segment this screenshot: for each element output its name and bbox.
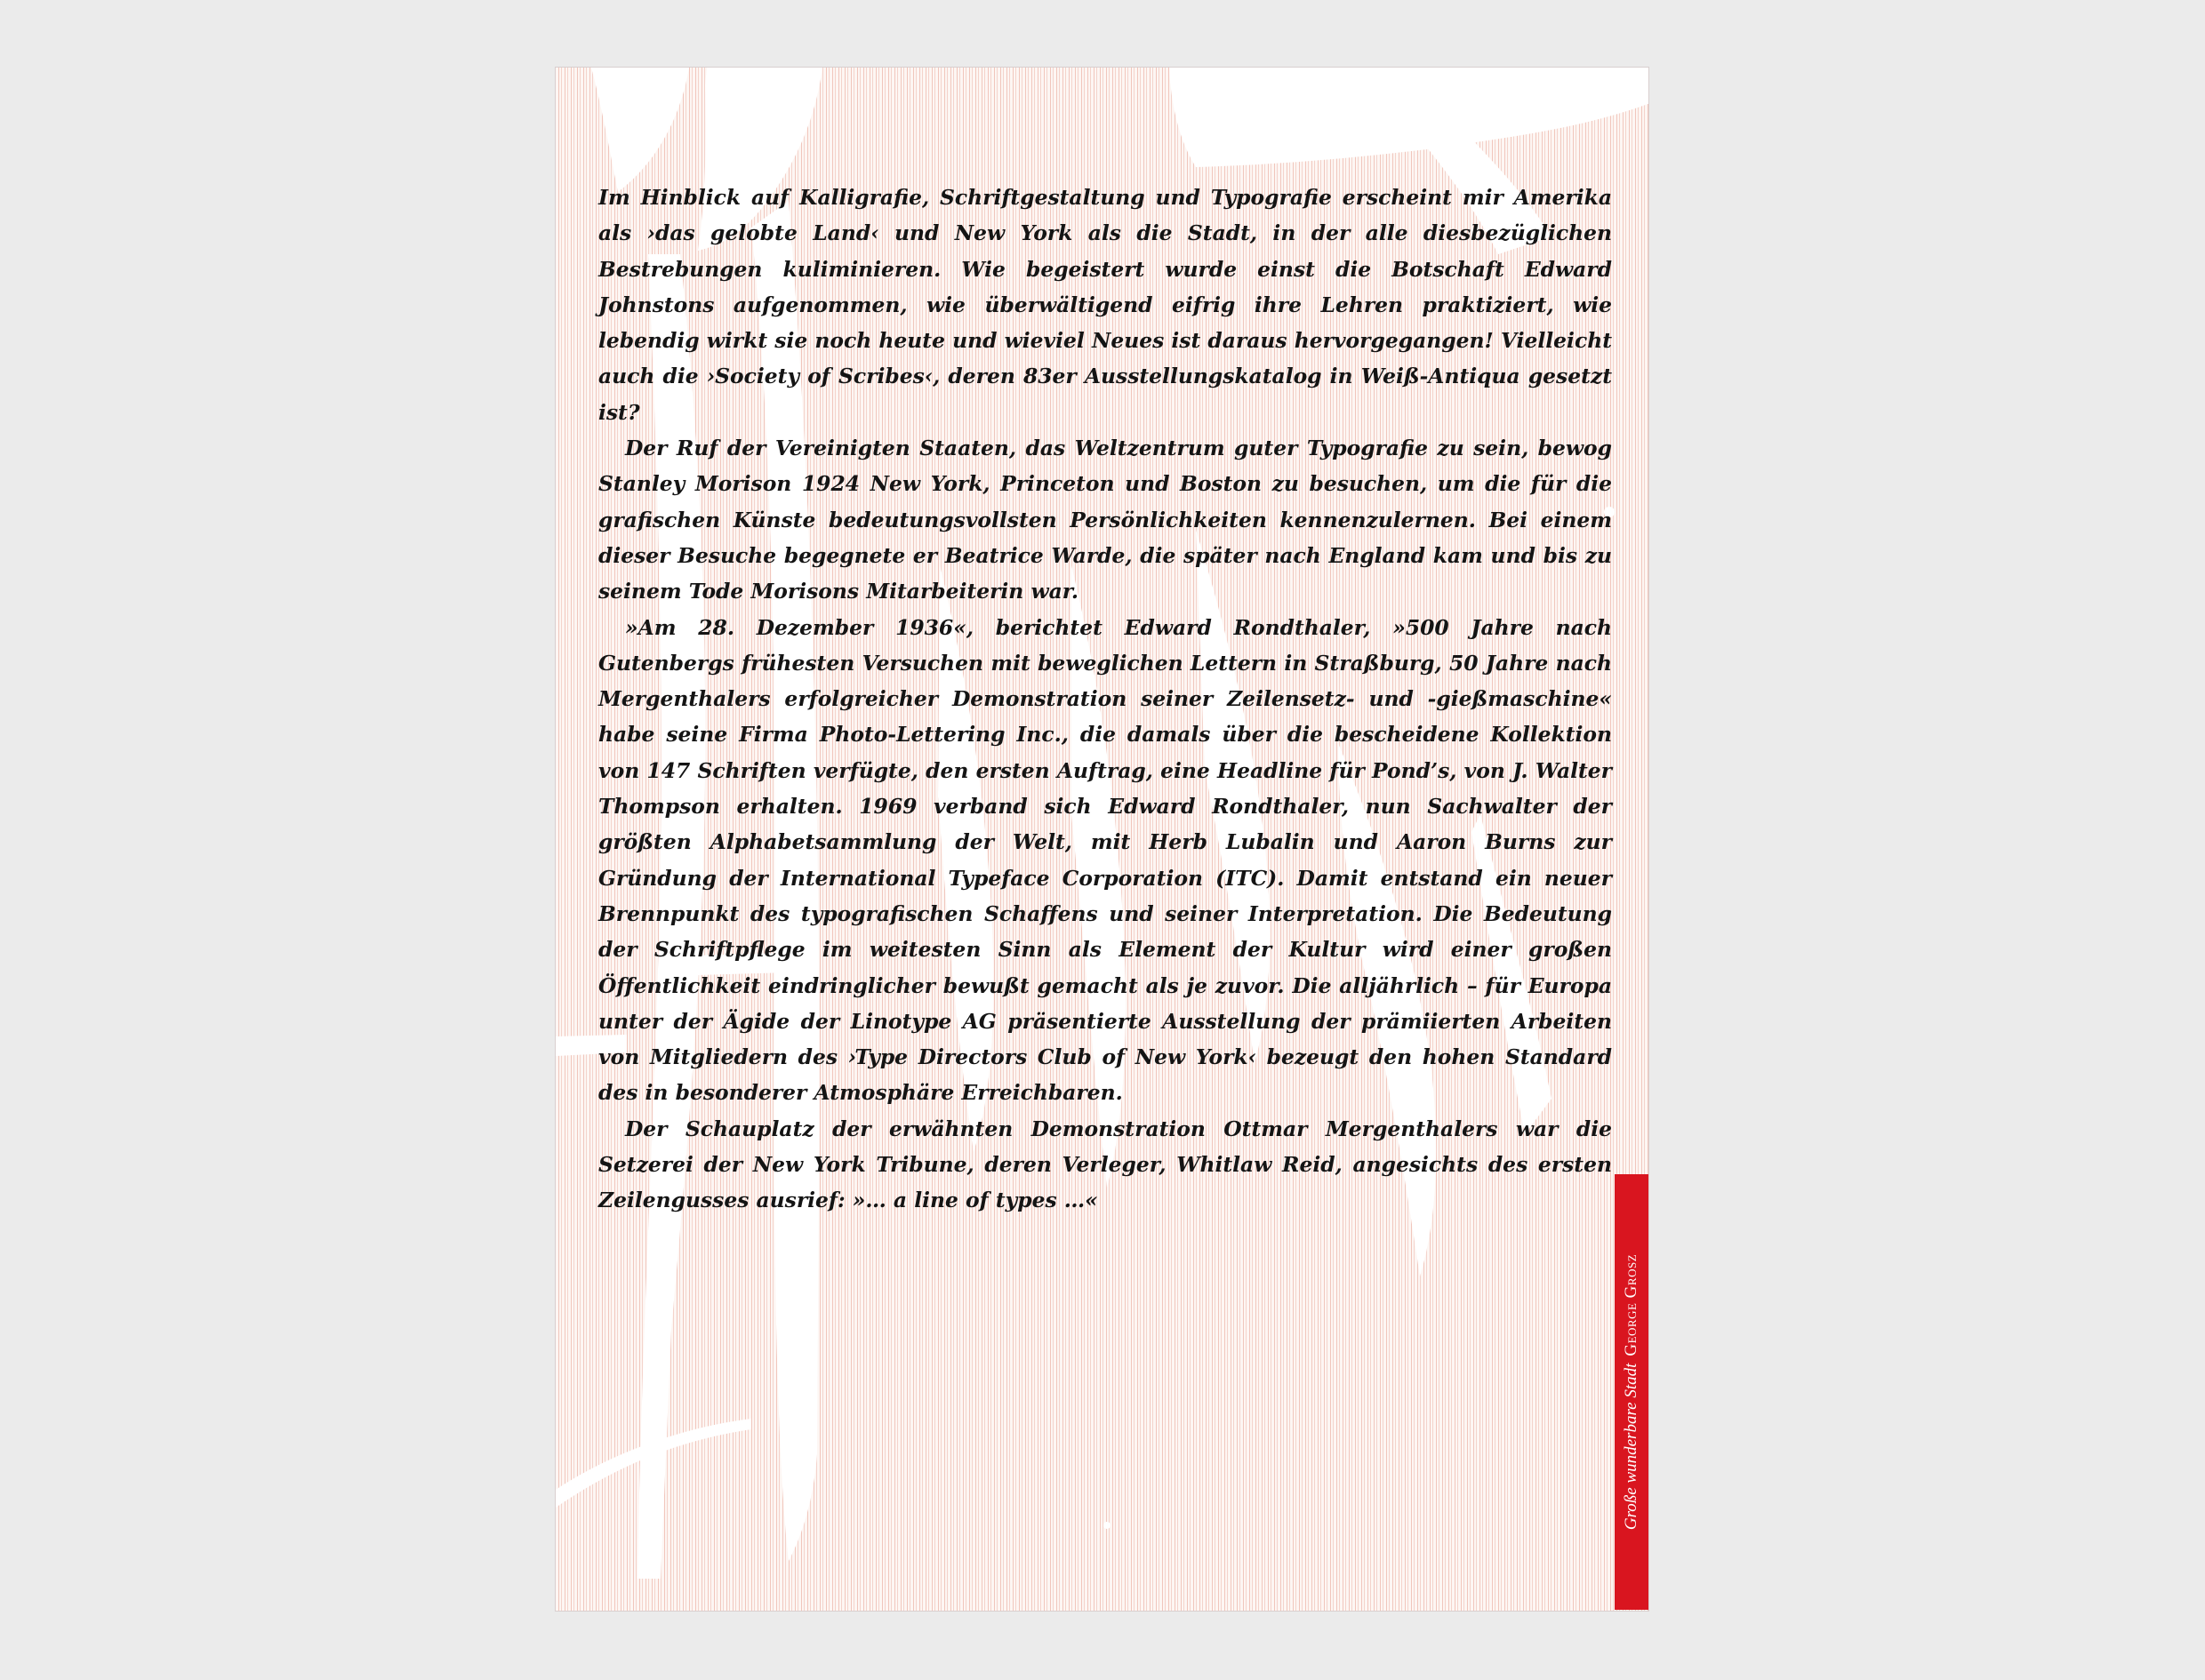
book-back-cover — [555, 67, 1649, 1612]
paragraph: Der Schauplatz der erwähnten Demonstration Ottmar Mergenthalers war die Setzerei der New York Tribune, deren Verleger, Whitlaw Reid, angesichts des ersten Zeilengusses ausrief: »… a line of types …« — [598, 1116, 1612, 1213]
paragraph: Im Hinblick auf Kalligrafie, Schriftgestaltung und Typografie erscheint mir Amerika als ›das gelobte Land‹ und New York als die Stadt, in der alle diesbezüglichen Bestrebungen kuliminieren. Wie begeistert wurde einst die Botschaft Edward Johnstons aufgenommen, wie überwältigend eifrig ihre Lehren praktiziert, wie lebendig wirkt sie noch heute und wieviel Neues ist daraus hervorgegangen! Vielleicht auch die ›Society of Scribes‹, deren 83er Ausstellungskatalog in Weiß-Antiqua gesetzt ist? — [598, 185, 1612, 425]
body-text — [598, 180, 1612, 1219]
paragraph: »Am 28. Dezember 1936«, berichtet Edward Rondthaler, »500 Jahre nach Gutenbergs frühesten Versuchen mit beweglichen Lettern in Straßburg, 50 Jahre nach Mergenthalers erfolgreicher Demonstration seiner Zeilensetz- und -gießmaschine« habe seine Firma Photo-Lettering Inc., die damals über die bescheidene Kollektion von 147 Schriften verfügte, den ersten Auftrag, eine Headline für Pond’s, von J. Walter Thompson erhalten. 1969 verband sich Edward Rondthaler, nun Sachwalter der größten Alphabetsammlung der Welt, mit Herb Lubalin und Aaron Burns zur Gründung der International Typeface Corporation (ITC). Damit entstand ein neuer Brennpunkt des typografischen Schaffens und seiner Interpretation. Die Bedeutung der Schriftpflege im weitesten Sinn als Element der Kultur wird einer großen Öffentlichkeit eindringlicher bewußt gemacht als je zuvor. Die alljährlich – für Europa unter der Ägide der Linotype AG präsentierte Ausstellung der prämiierten Arbeiten von Mitgliedern des ›Type Directors Club of New York‹ bezeugt den hohen Standard des in besonderer Atmosphäre Erreichbaren. — [598, 614, 1612, 1106]
spine-text — [1622, 1254, 1641, 1530]
paragraph: Der Ruf der Vereinigten Staaten, das Weltzentrum guter Typografie zu sein, bewog Stanley Morison 1924 New York, Princeton und Boston zu besuchen, um die für die grafischen Künste bedeutungsvollsten Persönlichkeiten kennenzulernen. Bei einem dieser Besuche begegnete er Beatrice Warde, die später nach England kam und bis zu seinem Tode Morisons Mitarbeiterin war. — [598, 436, 1612, 604]
spine-author: George Grosz — [1622, 1253, 1640, 1356]
spine-label — [1615, 1174, 1648, 1610]
spine-title: Große wunderbare Stadt — [1622, 1363, 1640, 1531]
